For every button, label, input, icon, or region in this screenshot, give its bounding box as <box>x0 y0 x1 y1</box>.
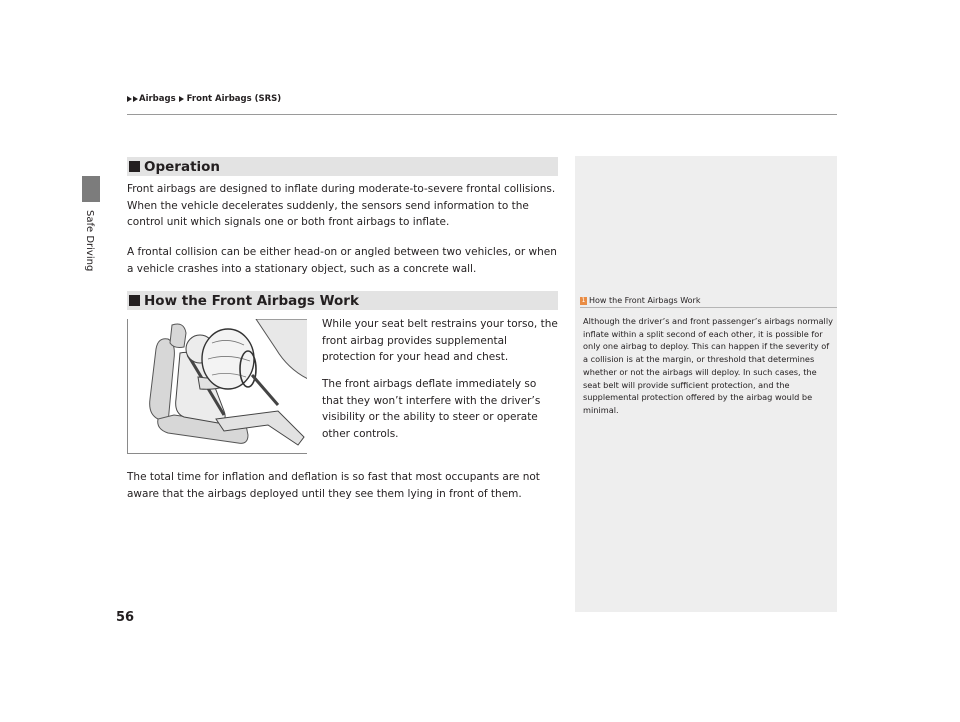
how-work-paragraph-3: The total time for inflation and deflation is so fast that most occupants are not aware that the airbags deployed until they see them lying in front of them. <box>127 471 540 500</box>
how-work-paragraph-1: While your seat belt restrains your torso, the front airbag provides supplemental protection for your head and chest. <box>322 318 558 363</box>
section-heading-operation <box>127 157 558 176</box>
how-work-paragraph-2: The front airbags deflate immediately so that they won’t interfere with the driver’s visibility or the ability to steer or operate other controls. <box>322 378 541 440</box>
breadcrumb-arrow-icon <box>133 96 138 102</box>
operation-paragraph-1: Front airbags are designed to inflate during moderate-to-severe frontal collisions. When the vehicle decelerates suddenly, the sensors send information to the control unit which signals one or both front airbags to inflate. <box>127 183 556 228</box>
square-bullet-icon <box>129 295 140 306</box>
breadcrumb-item-airbags[interactable]: Airbags <box>139 94 176 104</box>
square-bullet-icon <box>129 161 140 172</box>
operation-paragraph-2: A frontal collision can be either head-on or angled between two vehicles, or when a vehicle crashes into a stationary object, such as a concrete wall. <box>127 246 557 275</box>
driver-airbag-icon <box>128 319 307 454</box>
chapter-label: Safe Driving <box>84 210 95 272</box>
header-divider <box>127 114 837 115</box>
section-heading-text: Operation <box>144 158 221 175</box>
chapter-tab-marker <box>82 176 100 202</box>
breadcrumb-arrow-icon <box>127 96 132 102</box>
note-icon: 1 <box>581 296 586 304</box>
breadcrumb-item-front-airbags[interactable]: Front Airbags (SRS) <box>186 94 282 104</box>
page-number: 56 <box>116 610 135 625</box>
sidebar-note-body: Although the driver’s and front passenger’s airbags normally inflate within a split second of each other, it is possible for only one airbag to deploy. This can happen if the severity of a collision is at the margin, or threshold that determines whether or not the airbags will deploy. In such cases, the seat belt will provide sufficient protection, and the supplemental protection offered by the airbag would be minimal. <box>583 316 833 415</box>
sidebar-note-title: How the Front Airbags Work <box>589 296 701 305</box>
breadcrumb-arrow-icon <box>179 96 184 102</box>
breadcrumb <box>127 94 281 104</box>
section-heading-text: How the Front Airbags Work <box>144 292 359 309</box>
sidebar-note-heading <box>580 296 837 308</box>
airbag-deployment-illustration <box>127 319 307 454</box>
section-heading-how-airbags-work <box>127 291 558 310</box>
